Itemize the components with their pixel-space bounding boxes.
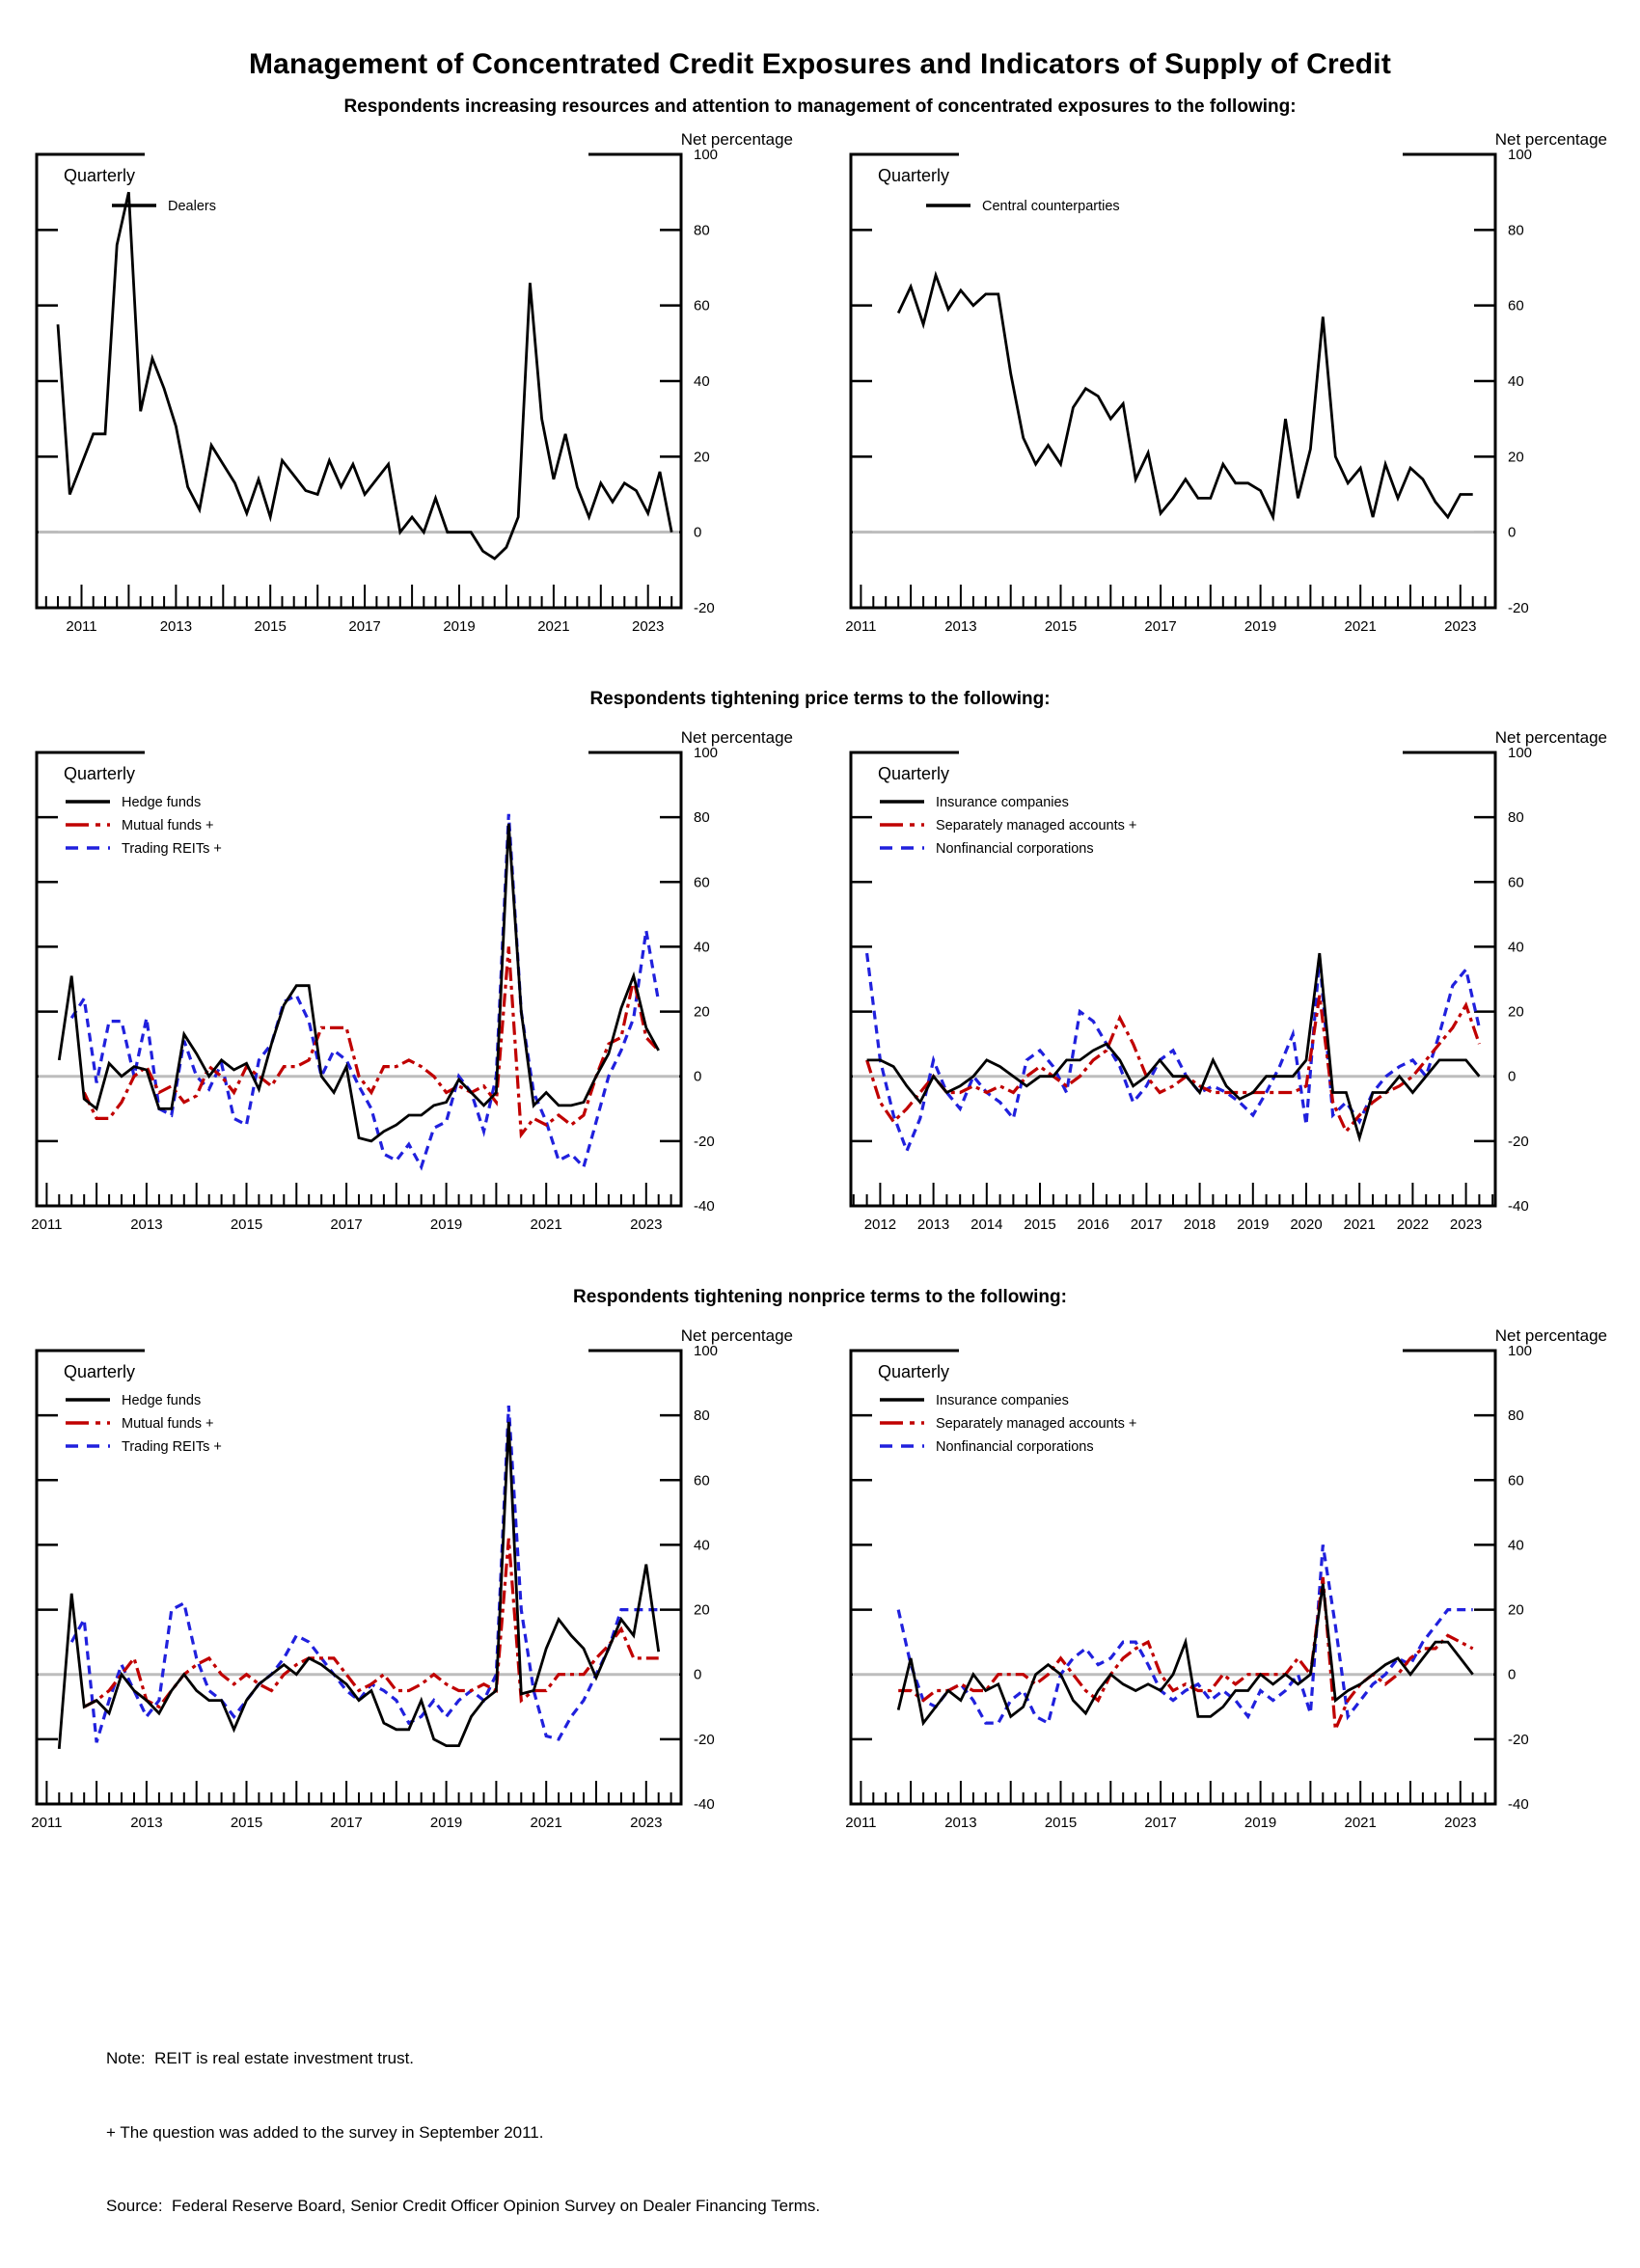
y-tick-label: 80: [1508, 809, 1524, 827]
legend-label-mutual-funds: Mutual funds +: [122, 818, 214, 833]
x-tick-label: 2011: [845, 618, 877, 635]
y-tick-label: -20: [1508, 1133, 1529, 1150]
y-tick-label: 60: [694, 1472, 710, 1489]
y-tick-label: 40: [694, 373, 710, 390]
x-tick-label: 2011: [845, 1815, 877, 1831]
legend-frequency-label: Quarterly: [878, 166, 950, 185]
x-tick-label: 2021: [1343, 1216, 1376, 1233]
chart-canvas-dealers-resources: [27, 123, 799, 656]
plot-border: [851, 154, 1495, 608]
legend-label-hedge-funds: Hedge funds: [122, 1393, 202, 1408]
x-tick-label: 2017: [330, 1815, 363, 1831]
charts-row-price-terms: [0, 722, 1640, 1254]
x-tick-label: 2014: [970, 1216, 1003, 1233]
charts-row-resources: [0, 123, 1640, 656]
x-tick-label: 2012: [863, 1216, 897, 1233]
series-line-separately-managed-accounts: [867, 996, 1480, 1132]
x-tick-label: 2017: [330, 1216, 363, 1233]
y-tick-label: 20: [1508, 1601, 1524, 1619]
chart-price-terms-funds: [27, 722, 799, 1254]
x-tick-label: 2013: [130, 1216, 163, 1233]
footnotes: [106, 1997, 1640, 2268]
y-tick-label: 40: [1508, 939, 1524, 956]
legend-label-dealers: Dealers: [168, 199, 216, 214]
y-tick-label: 80: [1508, 222, 1524, 239]
x-tick-label: 2015: [254, 618, 287, 635]
x-tick-label: 2013: [944, 618, 977, 635]
x-tick-label: 2019: [1244, 618, 1277, 635]
y-tick-label: 100: [1508, 1343, 1533, 1359]
axis-title-net-percentage: Net percentage: [1494, 1326, 1607, 1345]
x-tick-label: 2023: [1444, 618, 1477, 635]
y-tick-label: 100: [694, 147, 719, 163]
axis-title-net-percentage: Net percentage: [680, 1326, 793, 1345]
y-tick-label: 60: [1508, 874, 1524, 891]
y-tick-label: -20: [694, 600, 715, 616]
x-tick-label: 2023: [1449, 1216, 1483, 1233]
chart-canvas-price-terms-funds: [27, 722, 799, 1254]
y-tick-label: 0: [694, 524, 702, 541]
x-tick-label: 2023: [630, 1815, 663, 1831]
y-tick-label: 0: [1508, 1068, 1517, 1085]
y-tick-label: 20: [1508, 449, 1524, 466]
x-tick-label: 2023: [1444, 1815, 1477, 1831]
series-line-mutual-funds: [84, 1539, 659, 1708]
legend-frequency-label: Quarterly: [64, 1362, 136, 1381]
chart-canvas-nonprice-terms-institutions: [841, 1320, 1613, 1852]
y-tick-label: 0: [694, 1068, 702, 1085]
legend-label-insurance-companies: Insurance companies: [936, 1393, 1069, 1408]
y-tick-label: 60: [694, 297, 710, 314]
x-tick-label: 2015: [230, 1815, 263, 1831]
x-tick-label: 2021: [1344, 1815, 1377, 1831]
x-tick-label: 2017: [1144, 618, 1177, 635]
y-tick-label: -40: [1508, 1796, 1529, 1813]
series-line-hedge-funds: [59, 824, 658, 1141]
chart-canvas-nonprice-terms-funds: [27, 1320, 799, 1852]
y-tick-label: 100: [694, 745, 719, 761]
legend-label-separately-managed-accounts: Separately managed accounts +: [936, 818, 1137, 833]
y-tick-label: 20: [694, 449, 710, 466]
plot-border: [37, 154, 681, 608]
y-tick-label: 0: [694, 1666, 702, 1683]
section-header-nonprice-terms: Respondents tightening nonprice terms to the following:: [573, 1287, 1067, 1307]
note-source: Source: Federal Reserve Board, Senior Credit Officer Opinion Survey on Dealer Financing Terms.: [106, 2197, 821, 2215]
y-tick-label: -40: [1508, 1198, 1529, 1215]
x-tick-label: 2019: [429, 1216, 463, 1233]
y-tick-label: 20: [694, 1003, 710, 1021]
note-reit: Note: REIT is real estate investment trust.: [106, 2049, 415, 2067]
legend-label-nonfinancial-corporations: Nonfinancial corporations: [936, 1439, 1094, 1455]
series-line-hedge-funds: [59, 1422, 658, 1749]
y-tick-label: 40: [1508, 373, 1524, 390]
y-tick-label: 0: [1508, 524, 1517, 541]
y-tick-label: 40: [1508, 1537, 1524, 1554]
chart-canvas-central-counterparties-resources: [841, 123, 1613, 656]
chart-canvas-price-terms-institutions: [841, 722, 1613, 1254]
y-tick-label: 80: [694, 222, 710, 239]
x-tick-label: 2013: [944, 1815, 977, 1831]
x-tick-label: 2019: [1237, 1216, 1270, 1233]
legend-label-insurance-companies: Insurance companies: [936, 795, 1069, 810]
y-tick-label: -40: [694, 1796, 715, 1813]
x-tick-label: 2022: [1396, 1216, 1430, 1233]
x-tick-label: 2021: [530, 1216, 562, 1233]
y-tick-label: 60: [694, 874, 710, 891]
y-tick-label: 80: [1508, 1407, 1524, 1425]
x-tick-label: 2011: [66, 618, 97, 635]
axis-title-net-percentage: Net percentage: [680, 130, 793, 149]
legend-frequency-label: Quarterly: [878, 1362, 950, 1381]
chart-nonprice-terms-institutions: [841, 1320, 1613, 1852]
x-tick-label: 2021: [537, 618, 570, 635]
y-tick-label: 20: [694, 1601, 710, 1619]
series-line-separately-managed-accounts: [898, 1577, 1472, 1730]
series-line-dealers: [58, 192, 671, 559]
legend-label-nonfinancial-corporations: Nonfinancial corporations: [936, 841, 1094, 857]
x-tick-label: 2023: [632, 618, 665, 635]
x-tick-label: 2013: [916, 1216, 950, 1233]
x-tick-label: 2021: [530, 1815, 562, 1831]
x-tick-label: 2023: [630, 1216, 663, 1233]
y-tick-label: -20: [694, 1133, 715, 1150]
x-tick-label: 2021: [1344, 618, 1377, 635]
x-tick-label: 2015: [1024, 1216, 1056, 1233]
legend-frequency-label: Quarterly: [64, 166, 136, 185]
section-header-resources: Respondents increasing resources and attention to management of concentrated exposures to the following:: [343, 96, 1297, 117]
legend-label-trading-reits: Trading REITs +: [122, 841, 222, 857]
note-plus: + The question was added to the survey in September 2011.: [106, 2122, 544, 2142]
chart-central-counterparties: [841, 123, 1613, 656]
chart-price-terms-institutions: [841, 722, 1613, 1254]
y-tick-label: -40: [694, 1198, 715, 1215]
series-line-insurance-companies: [867, 953, 1480, 1137]
x-tick-label: 2017: [1130, 1216, 1163, 1233]
legend-label-hedge-funds: Hedge funds: [122, 795, 202, 810]
page-title: Management of Concentrated Credit Exposures and Indicators of Supply of Credit: [248, 48, 1392, 80]
section-header-price-terms: Respondents tightening price terms to the following:: [589, 689, 1051, 709]
y-tick-label: 20: [1508, 1003, 1524, 1021]
legend-label-separately-managed-accounts: Separately managed accounts +: [936, 1416, 1137, 1432]
series-line-nonfinancial-corporations: [898, 1544, 1472, 1723]
series-line-trading-reits: [71, 1406, 659, 1742]
x-tick-label: 2015: [230, 1216, 263, 1233]
y-tick-label: 60: [1508, 297, 1524, 314]
y-tick-label: 40: [694, 1537, 710, 1554]
x-tick-label: 2011: [31, 1216, 63, 1233]
chart-nonprice-terms-funds: [27, 1320, 799, 1852]
legend-label-trading-reits: Trading REITs +: [122, 1439, 222, 1455]
legend-label-central-counterparties: Central counterparties: [982, 199, 1120, 214]
x-tick-label: 2013: [130, 1815, 163, 1831]
x-tick-label: 2019: [1244, 1815, 1277, 1831]
axis-title-net-percentage: Net percentage: [1494, 130, 1607, 149]
x-tick-label: 2015: [1044, 618, 1078, 635]
y-tick-label: -20: [1508, 600, 1529, 616]
legend-label-mutual-funds: Mutual funds +: [122, 1416, 214, 1432]
x-tick-label: 2016: [1077, 1216, 1109, 1233]
charts-row-nonprice-terms: [0, 1320, 1640, 1852]
legend-frequency-label: Quarterly: [64, 764, 136, 783]
series-line-central-counterparties: [898, 275, 1472, 517]
axis-title-net-percentage: Net percentage: [1494, 728, 1607, 747]
y-tick-label: 80: [694, 809, 710, 827]
y-tick-label: -20: [1508, 1731, 1529, 1748]
y-tick-label: 100: [694, 1343, 719, 1359]
series-line-insurance-companies: [898, 1584, 1472, 1723]
x-tick-label: 2018: [1183, 1216, 1216, 1233]
x-tick-label: 2017: [1144, 1815, 1177, 1831]
y-tick-label: 100: [1508, 147, 1533, 163]
chart-dealers: [27, 123, 799, 656]
y-tick-label: 60: [1508, 1472, 1524, 1489]
x-tick-label: 2017: [348, 618, 381, 635]
x-tick-label: 2019: [429, 1815, 463, 1831]
y-tick-label: 100: [1508, 745, 1533, 761]
x-tick-label: 2011: [31, 1815, 63, 1831]
y-tick-label: 40: [694, 939, 710, 956]
series-line-trading-reits: [71, 814, 659, 1167]
x-tick-label: 2020: [1290, 1216, 1323, 1233]
y-tick-label: -20: [694, 1731, 715, 1748]
legend-frequency-label: Quarterly: [878, 764, 950, 783]
y-tick-label: 0: [1508, 1666, 1517, 1683]
x-tick-label: 2013: [159, 618, 193, 635]
axis-title-net-percentage: Net percentage: [680, 728, 793, 747]
y-tick-label: 80: [694, 1407, 710, 1425]
x-tick-label: 2015: [1044, 1815, 1078, 1831]
series-line-nonfinancial-corporations: [867, 953, 1480, 1151]
x-tick-label: 2019: [443, 618, 476, 635]
